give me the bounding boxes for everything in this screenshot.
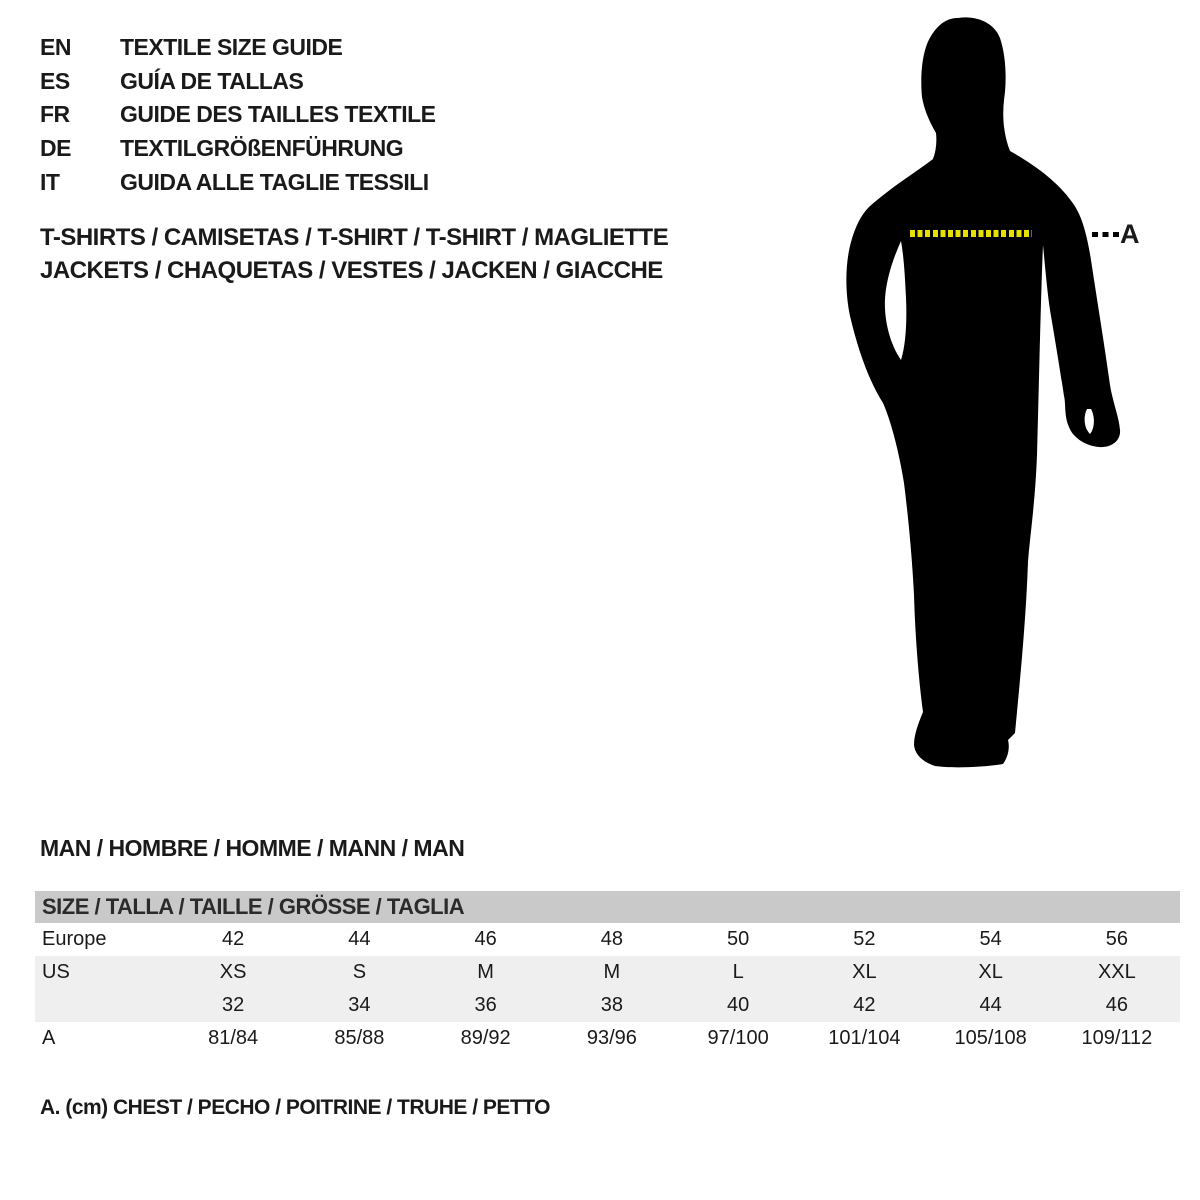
size-cell: 97/100 — [707, 1027, 769, 1049]
measure-label-a: A — [1120, 219, 1140, 249]
size-cell: 44 — [979, 994, 1002, 1016]
size-cell: 56 — [1105, 928, 1128, 950]
language-row — [40, 31, 436, 65]
size-cell: 46 — [1105, 994, 1128, 1016]
language-code: ES — [40, 67, 70, 94]
size-cell: M — [477, 961, 494, 983]
language-row — [40, 165, 436, 199]
size-cell: 93/96 — [586, 1027, 637, 1049]
language-code: IT — [40, 168, 60, 195]
language-code: FR — [40, 101, 70, 128]
size-cell: 52 — [853, 928, 876, 950]
size-cell: 89/92 — [460, 1027, 511, 1049]
size-cell: 42 — [853, 994, 876, 1016]
row-label: Europe — [42, 928, 107, 950]
man-silhouette — [820, 8, 1130, 780]
section-title-man: MAN / HOMBRE / HOMME / MANN / MAN — [40, 835, 465, 861]
size-cell: L — [732, 961, 744, 983]
table-row-us — [35, 956, 1180, 989]
size-cell: S — [352, 961, 367, 983]
size-cell: 54 — [979, 928, 1002, 950]
size-cell: 42 — [222, 928, 245, 950]
size-cell: 109/112 — [1081, 1027, 1153, 1049]
language-row — [40, 132, 436, 166]
measure-leader-dashes — [1092, 232, 1119, 237]
size-cell: 44 — [348, 928, 371, 950]
size-cell: 105/108 — [954, 1027, 1027, 1049]
garment-categories — [40, 221, 668, 287]
size-cell: 50 — [727, 928, 750, 950]
language-code: DE — [40, 135, 71, 162]
size-table-header: SIZE / TALLA / TAILLE / GRÖSSE / TAGLIA — [35, 891, 1180, 923]
size-cell: XL — [978, 961, 1003, 983]
size-cell: XS — [219, 961, 247, 983]
size-cell: 48 — [600, 928, 623, 950]
language-code: EN — [40, 34, 71, 61]
language-row — [40, 98, 436, 132]
size-cell: 85/88 — [334, 1027, 385, 1049]
size-cell: 32 — [222, 994, 245, 1016]
table-row-chest-cm — [35, 1022, 1180, 1055]
measure-footnote: A. (cm) CHEST / PECHO / POITRINE / TRUHE / PETTO — [40, 1096, 551, 1119]
table-row-numeric — [35, 989, 1180, 1022]
row-label: US — [42, 961, 70, 983]
size-cell: 81/84 — [208, 1027, 259, 1049]
size-cell: XXL — [1097, 961, 1136, 983]
category-line-tshirts: T-SHIRTS / CAMISETAS / T-SHIRT / T-SHIRT / MAGLIETTE — [40, 224, 669, 251]
size-cell: 101/104 — [828, 1027, 901, 1049]
size-cell: 46 — [474, 928, 497, 950]
chest-measure-dotted-line — [910, 230, 1032, 237]
size-cell: 36 — [474, 994, 497, 1016]
language-title: TEXTILGRÖßENFÜHRUNG — [120, 135, 404, 162]
size-cell: 40 — [727, 994, 750, 1016]
size-table — [35, 891, 1180, 1055]
language-row — [40, 65, 436, 99]
table-row-europe — [35, 923, 1180, 956]
row-label: A — [42, 1027, 56, 1049]
language-title: GUÍA DE TALLAS — [120, 67, 304, 94]
category-line-jackets: JACKETS / CHAQUETAS / VESTES / JACKEN / GIACCHE — [40, 257, 663, 284]
size-cell: 38 — [600, 994, 623, 1016]
size-cell: 34 — [348, 994, 371, 1016]
size-cell: M — [603, 961, 621, 983]
language-title: GUIDA ALLE TAGLIE TESSILI — [120, 168, 429, 195]
language-list — [40, 31, 436, 199]
size-cell: XL — [852, 961, 877, 983]
language-title: TEXTILE SIZE GUIDE — [120, 34, 343, 61]
language-title: GUIDE DES TAILLES TEXTILE — [120, 101, 436, 128]
